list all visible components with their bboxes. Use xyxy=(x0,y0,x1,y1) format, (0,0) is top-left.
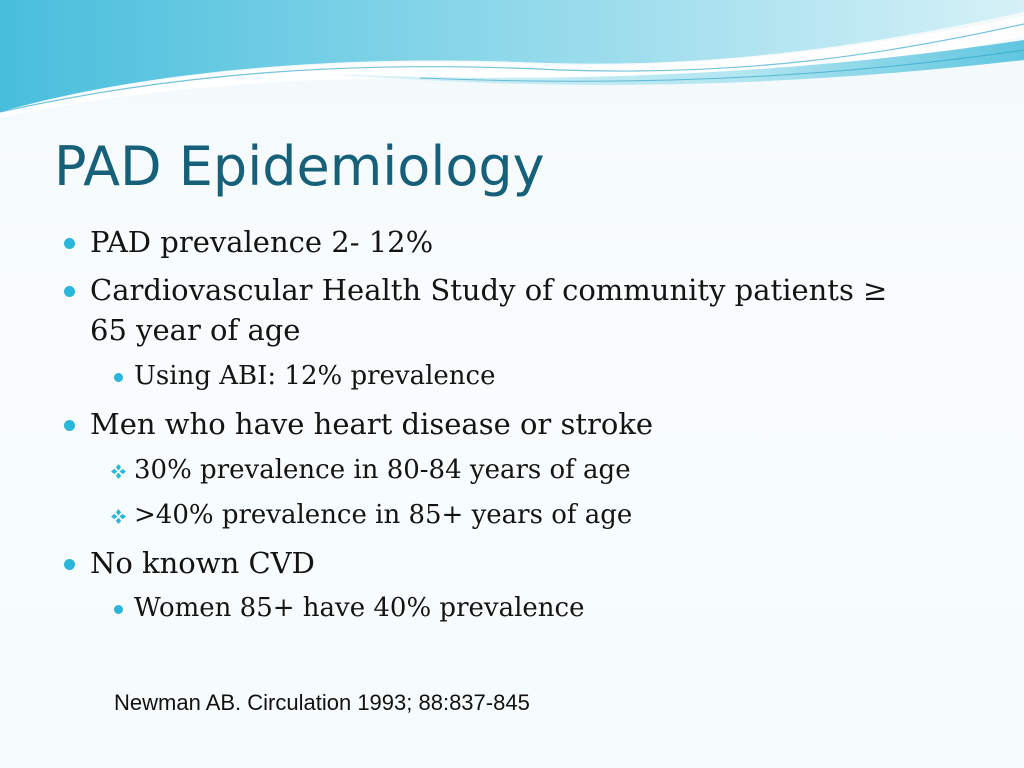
slide-title: PAD Epidemiology xyxy=(54,135,545,198)
bullet-continuation: 65 year of age xyxy=(90,313,301,347)
circle-bullet-icon xyxy=(64,420,75,431)
circle-bullet-icon xyxy=(64,286,75,297)
wave-header-decoration xyxy=(0,0,1024,120)
sub-bullet-text: >40% prevalence in 85+ years of age xyxy=(134,500,633,530)
sub-bullet-text: Using ABI: 12% prevalence xyxy=(134,361,496,391)
citation: Newman AB. Circulation 1993; 88:837-845 xyxy=(114,690,530,715)
bullet-text: PAD prevalence 2- 12% xyxy=(90,225,434,259)
circle-bullet-icon xyxy=(64,238,75,249)
sub-bullet-text: Women 85+ have 40% prevalence xyxy=(134,593,585,623)
sub-bullet-text: 30% prevalence in 80-84 years of age xyxy=(134,455,631,485)
diamond-cluster-bullet-icon xyxy=(110,463,127,480)
bullet-text: Cardiovascular Health Study of community patients ≥ xyxy=(90,273,888,307)
bullet-text: Men who have heart disease or stroke xyxy=(90,407,654,441)
small-circle-bullet-icon xyxy=(114,373,123,382)
small-circle-bullet-icon xyxy=(114,605,123,614)
circle-bullet-icon xyxy=(64,559,75,570)
bullet-text: No known CVD xyxy=(90,546,315,580)
diamond-cluster-bullet-icon xyxy=(110,508,127,525)
